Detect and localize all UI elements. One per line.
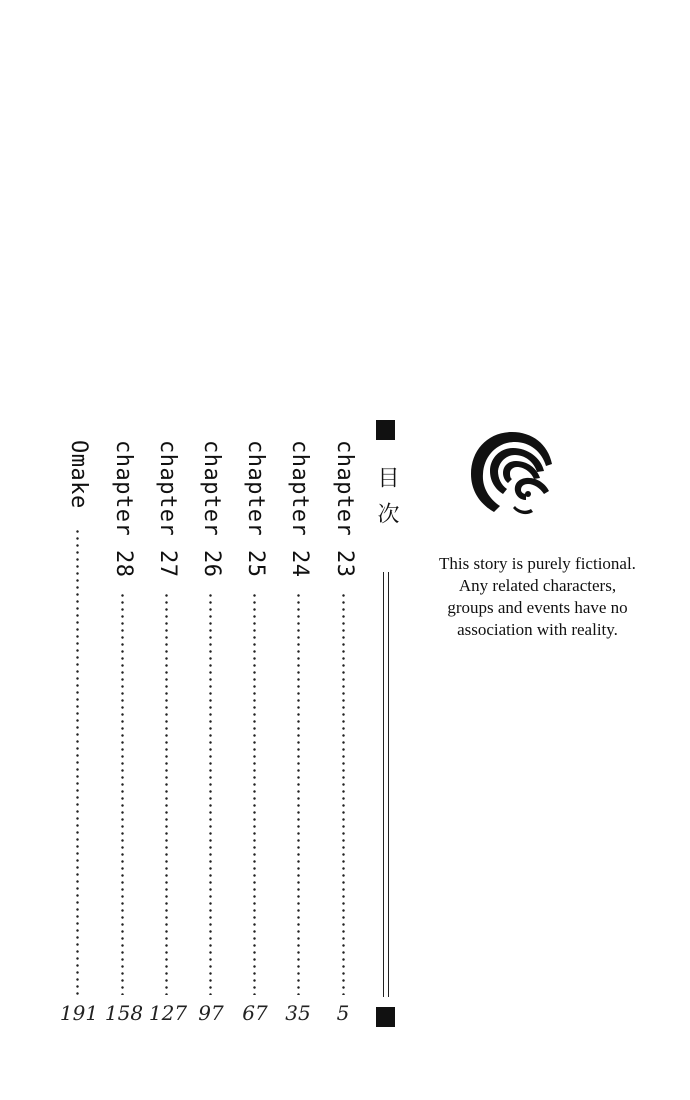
toc-page-number: 35 (285, 1001, 311, 1025)
toc-entry-label: chapter 27 (155, 440, 180, 578)
toc-entry-chapter-28[interactable] (108, 440, 138, 995)
toc-entry-label: chapter 24 (287, 440, 312, 578)
toc-dot-leader (253, 592, 256, 995)
toc-dot-leader (297, 592, 300, 995)
toc-dot-leader (342, 592, 345, 995)
toc-entry-label: chapter 26 (199, 440, 224, 578)
toc-header (370, 420, 400, 1030)
toc-dot-leader (209, 592, 212, 995)
disclaimer-line: Any related characters, (458, 576, 617, 595)
toc-dot-leader (76, 528, 79, 995)
toc-entry-chapter-27[interactable] (152, 440, 182, 995)
toc-entry-label: Omake (66, 440, 91, 509)
toc-page-number: 5 (336, 1001, 350, 1025)
toc-entry-label: chapter 28 (111, 440, 136, 578)
toc-bottom-square (376, 1007, 395, 1027)
toc-page-number: 191 (59, 1001, 99, 1025)
toc-page-number: 67 (242, 1001, 268, 1025)
toc-entry-omake[interactable] (63, 440, 93, 995)
toc-title: 目次 (374, 466, 399, 538)
swirl-hair-face-logo-icon (468, 428, 554, 524)
disclaimer-line: This story is purely fictional. (439, 554, 636, 573)
toc-entry-chapter-25[interactable] (240, 440, 270, 995)
disclaimer-text (415, 553, 660, 641)
toc-entry-chapter-23[interactable] (329, 440, 359, 995)
toc-entry-chapter-26[interactable] (196, 440, 226, 995)
toc-page-number: 97 (198, 1001, 224, 1025)
toc-dot-leader (165, 592, 168, 995)
toc-page-number: 158 (104, 1001, 144, 1025)
toc-entry-label: chapter 23 (332, 440, 357, 578)
toc-entry-label: chapter 25 (243, 440, 268, 578)
disclaimer-line: association with reality. (457, 620, 618, 639)
toc-dot-leader (121, 592, 124, 995)
toc-top-square (376, 420, 395, 440)
disclaimer-line: groups and events have no (447, 598, 628, 617)
toc-page-number: 127 (148, 1001, 188, 1025)
toc-entry-chapter-24[interactable] (284, 440, 314, 995)
toc-double-rule (383, 572, 389, 997)
